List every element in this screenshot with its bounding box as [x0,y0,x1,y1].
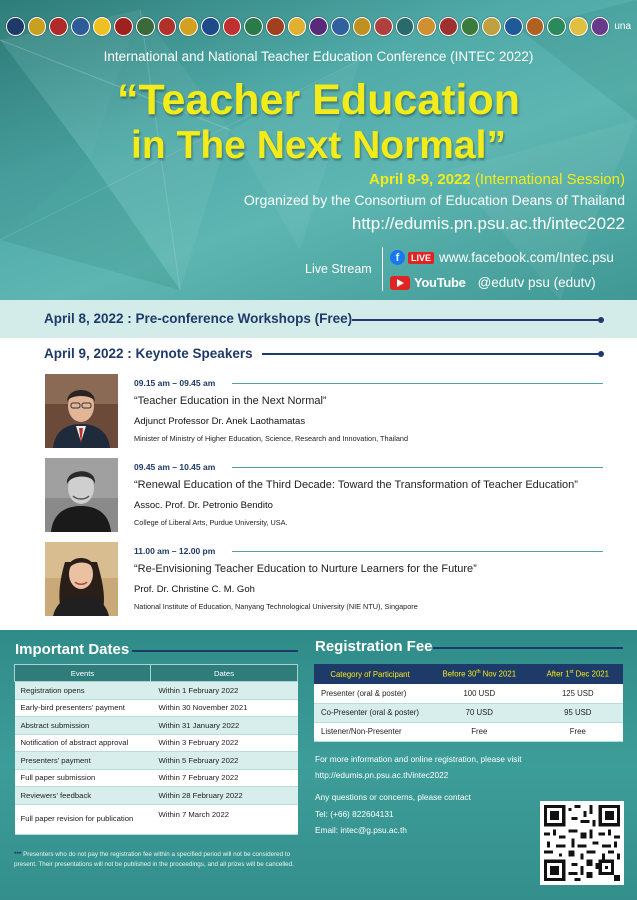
important-dates-heading: Important Dates [15,641,130,658]
date-cell: Within 3 February 2022 [151,734,298,752]
table-row [314,684,623,703]
partner-logo [461,17,480,36]
table-row [15,699,298,717]
partner-logo [266,17,285,36]
partner-logo [158,17,177,36]
partner-logo [439,17,458,36]
contact-phone: Tel: (+66) 822604131 [315,809,394,819]
footnote-text: Presenters who do not pay the registration fee within a specified period will not be considered to present. Their presentations will not be published in the proceedings, and all prizes will be cancelled. [14,851,294,868]
partner-logo [353,17,372,36]
col-header-after: After 1st Dec 2021 [533,664,623,684]
keynote-rule-dot [598,351,604,357]
una-logo-text: una [614,20,632,32]
facebook-icon: f [390,250,405,265]
youtube-wordmark: YouTube [414,275,466,290]
fee-after-cell: Free [533,722,623,741]
fee-after-cell: 125 USD [533,684,623,703]
live-badge: LIVE [408,252,434,264]
partner-logo [417,17,436,36]
partner-logo [223,17,242,36]
live-stream-label: Live Stream [305,262,372,276]
date-cell: Within 7 March 2022 [151,804,298,834]
speaker-photo [45,458,118,532]
date-cell: Within 28 February 2022 [151,787,298,805]
partner-logo [309,17,328,36]
event-cell: Notification of abstract approval [15,734,151,752]
event-cell: Abstract submission [15,717,151,735]
fee-before-cell: Free [426,722,533,741]
partner-logo [244,17,263,36]
partner-logo [482,17,501,36]
speaker-talk-title: “Teacher Education in the Next Normal” [134,395,327,407]
fee-after-cell: 95 USD [533,703,623,722]
table-row [15,682,298,700]
table-row [15,804,298,834]
speaker-name: Prof. Dr. Christine C. M. Goh [134,584,255,595]
registration-url[interactable]: http://edumis.pn.psu.ac.th/intec2022 [315,770,449,780]
speaker-time: 09.45 am – 10.45 am [134,462,216,472]
youtube-play-icon [390,276,410,290]
partner-logo [569,17,588,36]
speaker-affiliation: Minister of Ministry of Higher Education, Science, Research and Innovation, Thailand [134,434,409,443]
table-row [15,734,298,752]
col-header-before: Before 30th Nov 2021 [426,664,533,684]
facebook-url[interactable]: www.facebook.com/Intec.psu [439,250,614,265]
conference-dates-bold: April 8-9, 2022 [369,171,471,188]
event-cell: Full paper revision for publication [15,804,151,834]
registration-fee-table [314,664,623,742]
partner-logo [136,17,155,36]
speaker-talk-title: “Re-Envisioning Teacher Education to Nurture Learners for the Future” [134,563,477,575]
partner-logo [6,17,25,36]
keynote-section [0,338,637,630]
partner-logo [114,17,133,36]
speaker-name: Assoc. Prof. Dr. Petronio Bendito [134,500,273,511]
category-cell: Presenter (oral & poster) [314,684,426,703]
youtube-row[interactable] [390,275,596,290]
table-header-row [15,665,298,682]
speaker-affiliation: College of Liberal Arts, Purdue University, USA. [134,518,288,527]
table-row [314,703,623,722]
partner-logo [93,17,112,36]
col-header-events: Events [15,665,151,682]
partner-logo [591,17,610,36]
event-cell: Presenters’ payment [15,752,151,770]
keynote-label: April 9, 2022 : Keynote Speakers [44,346,253,361]
table-row [15,787,298,805]
event-cell: Reviewers’ feedback [15,787,151,805]
partner-logo [526,17,545,36]
conference-dates [369,171,625,188]
partner-logo [547,17,566,36]
partner-logo [179,17,198,36]
date-cell: Within 31 January 2022 [151,717,298,735]
youtube-handle[interactable]: @edutv psu (edutv) [477,275,596,290]
partner-logo [28,17,47,36]
partner-logo [71,17,90,36]
speaker-photo [45,542,118,616]
speaker-rule [232,383,603,384]
keynote-rule [262,353,602,355]
partner-logo [201,17,220,36]
event-cell: Registration opens [15,682,151,700]
col-header-category: Category of Participant [314,664,426,684]
fee-before-cell: 100 USD [426,684,533,703]
partner-logo [331,17,350,36]
preconference-band [0,300,637,338]
conference-title: International and National Teacher Education Conference (INTEC 2022) [103,49,534,64]
col-header-dates: Dates [151,665,298,682]
important-dates-table [14,664,298,835]
partner-logos-row [6,12,631,40]
speaker-card [0,542,637,624]
speaker-rule [232,467,603,468]
registration-fee-heading: Registration Fee [315,638,433,655]
speaker-rule [232,551,603,552]
table-header-row [314,664,623,684]
facebook-live-row[interactable] [390,250,614,265]
preconference-label: April 8, 2022 : Pre-conference Workshops (Free) [44,311,353,326]
speaker-time: 11.00 am – 12.00 pm [134,546,216,556]
partner-logo [396,17,415,36]
bottom-info-section [0,630,637,900]
speaker-affiliation: National Institute of Education, Nanyang Technological University (NIE NTU), Singapore [134,602,418,611]
poster-header [0,0,637,300]
payment-footnote [14,850,298,870]
table-row [15,717,298,735]
date-cell: Within 7 February 2022 [151,769,298,787]
main-title-line1: “Teacher Education [116,76,521,124]
main-title-line2: in The Next Normal” [131,124,506,167]
preconference-rule-dot [598,317,604,323]
contact-text: Any questions or concerns, please contact [315,792,471,802]
speaker-name: Adjunct Professor Dr. Anek Laothamatas [134,416,306,427]
speaker-card [0,374,637,456]
date-cell: Within 5 February 2022 [151,752,298,770]
organizer-line: Organized by the Consortium of Education Deans of Thailand [243,192,625,208]
partner-logo [504,17,523,36]
footnote-mark: *** [14,851,22,858]
important-dates-rule [132,650,298,652]
qr-code[interactable] [540,801,624,885]
date-cell: Within 30 November 2021 [151,699,298,717]
partner-logo [288,17,307,36]
contact-email[interactable]: Email: intec@g.psu.ac.th [315,825,407,835]
event-cell: Early-bird presenters’ payment [15,699,151,717]
live-stream-divider [382,247,383,291]
category-cell: Co-Presenter (oral & poster) [314,703,426,722]
table-row [314,722,623,741]
table-row [15,752,298,770]
event-cell: Full paper submission [15,769,151,787]
fee-before-cell: 70 USD [426,703,533,722]
speaker-time: 09.15 am – 09.45 am [134,378,216,388]
partner-logo [49,17,68,36]
preconference-rule [352,319,602,321]
table-row [15,769,298,787]
conference-url[interactable]: http://edumis.pn.psu.ac.th/intec2022 [351,214,625,233]
category-cell: Listener/Non-Presenter [314,722,426,741]
qr-code-graphic [544,805,620,881]
date-cell: Within 1 February 2022 [151,682,298,700]
speaker-talk-title: “Renewal Education of the Third Decade: Toward the Transformation of Teacher Education” [134,479,578,491]
partner-logo [374,17,393,36]
registration-fee-rule [433,647,623,649]
conference-dates-note: (International Session) [474,171,625,188]
more-info-text: For more information and online registration, please visit [315,754,522,764]
speaker-photo [45,374,118,448]
speaker-card [0,458,637,540]
